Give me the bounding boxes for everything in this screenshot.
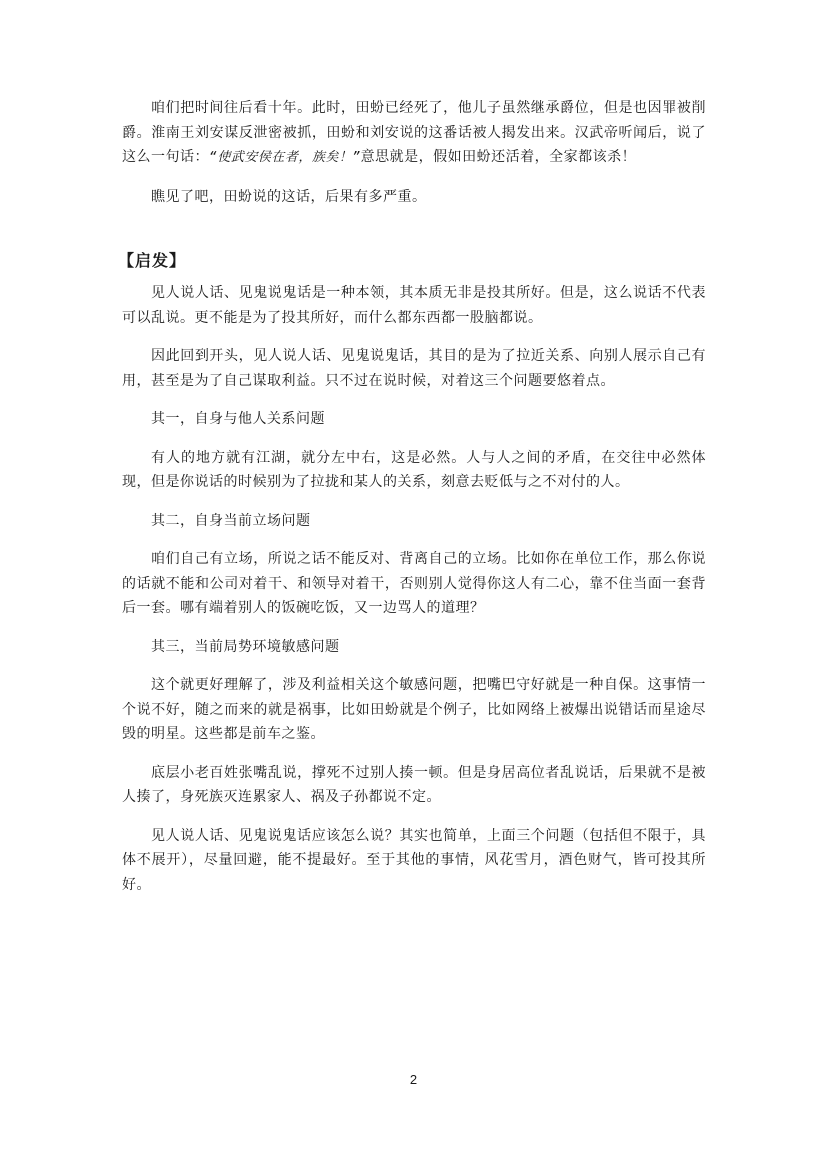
subheading-point-2: 其二，自身当前立场问题 xyxy=(151,512,311,529)
paragraph: 咱们自己有立场，所说之话不能反对、背离自己的立场。比如你在单位工作，那么你说的话就不能和公司对着干、和领导对着干，否则别人觉得你这人有二心，靠不住当面一套背后一套。哪有端着别人的饭碗吃饭，又一边骂人的道理？ xyxy=(122,551,706,616)
paragraph: 有人的地方就有江湖，就分左中右，这是必然。人与人之间的矛盾，在交往中必然体现，但是你说话的时候别为了拉拢和某人的关系，刻意去贬低与之不对付的人。 xyxy=(122,449,706,490)
paragraph: 因此回到开头，见人说人话、见鬼说鬼话，其目的是为了拉近关系、向别人展示自己有用，甚至是为了自己谋取利益。只不过在说时候，对着这三个问题要悠着点。 xyxy=(122,348,706,389)
page-content xyxy=(118,96,706,911)
paragraph-consequence: 瞧见了吧，田蚡说的这话，后果有多严重。 xyxy=(151,188,427,205)
section-heading: 【启发】 xyxy=(118,251,187,270)
subheading-point-3: 其三，当前局势环境敏感问题 xyxy=(151,638,340,655)
paragraph: 见人说人话、见鬼说鬼话是一种本领，其本质无非是投其所好。但是，这么说话不代表可以乱说。更不能是为了投其所好，而什么都东西都一股脑都说。 xyxy=(122,285,706,326)
paragraph: 见人说人话、见鬼说鬼话应该怎么说？其实也简单，上面三个问题（包括但不限于，具体不展开），尽量回避，能不提最好。至于其他的事情，风花雪月，酒色财气，皆可投其所好。 xyxy=(122,827,706,893)
subheading-point-1: 其一，自身与他人关系问题 xyxy=(151,411,325,427)
paragraph: 这个就更好理解了，涉及利益相关这个敏感问题，把嘴巴守好就是一种自保。这事情一个说不好，随之而来的就是祸事，比如田蚡就是个例子，比如网络上被爆出说错话而星途尽毁的明星。这些都是前车之鉴。 xyxy=(122,677,706,742)
paragraph-text: 咱们把时间往后看十年。此时，田蚡已经死了，他儿子虽然继承爵位，但是也因罪被削爵。淮南王刘安谋反泄密被抓，田蚡和刘安说的这番话被人揭发出来。汉武帝听闻后，说了这么一句话： xyxy=(122,100,706,165)
page-number: 2 xyxy=(409,1072,418,1087)
paragraph-historical-aftermath xyxy=(122,96,706,171)
paragraph: 底层小老百姓张嘴乱说，撑死不过别人揍一顿。但是身居高位者乱说话，后果就不是被人揍了，身死族灭连累家人、祸及子孙都说不定。 xyxy=(122,764,706,805)
paragraph-text: 意思就是，假如田蚡还活着，全家都该杀！ xyxy=(360,149,637,165)
emperor-quote: “使武安侯在者，族矣！” xyxy=(209,150,361,165)
